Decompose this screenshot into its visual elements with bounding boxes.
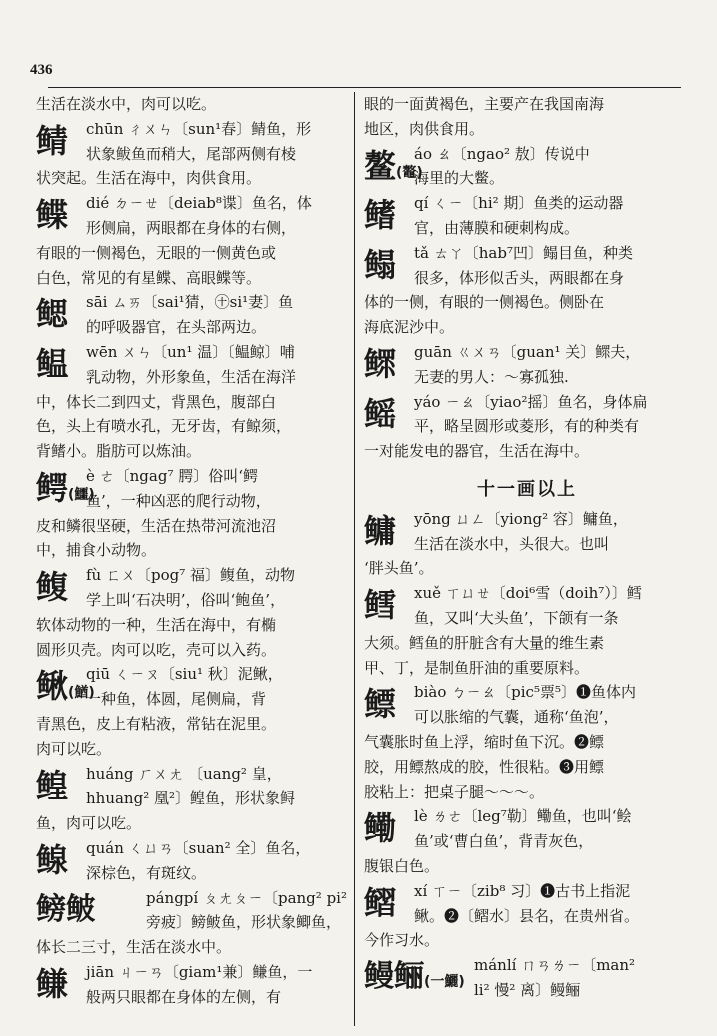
definition-line: 中，捕食小动物。 bbox=[36, 541, 157, 560]
dictionary-entry bbox=[364, 953, 690, 1003]
definition-line: 鱼，肉可以吃。 bbox=[36, 814, 142, 833]
dictionary-entry bbox=[364, 191, 690, 241]
definition-line: 色，头上有喷水孔，无牙齿，有鲸须， bbox=[36, 417, 292, 436]
headword bbox=[36, 766, 68, 806]
definition-line: 一对能发电的器官，生活在海中。 bbox=[364, 442, 590, 461]
headword bbox=[364, 344, 396, 384]
dictionary-entry bbox=[364, 241, 690, 340]
dictionary-entry bbox=[36, 563, 348, 662]
dictionary-entry bbox=[36, 464, 348, 563]
definition-line: 眼的一面黄褐色，主要产在我国南海 bbox=[364, 95, 605, 113]
definition-line: 可以胀缩的气囊，通称‘鱼泡’， bbox=[414, 708, 619, 727]
headword-char: 鳄 bbox=[36, 468, 69, 507]
headword-char: 鳌 bbox=[364, 146, 397, 185]
definition-line: 大须。鳕鱼的肝脏含有大量的维生素 bbox=[364, 633, 605, 652]
definition-line: xuě ㄒㄩㄝ〔doi⁶雪（doih⁷）〕鳕 bbox=[414, 584, 642, 603]
headword bbox=[36, 121, 68, 161]
definition-line: 无妻的男人：～寡孤独. bbox=[414, 367, 569, 386]
headword-char: 鳎 bbox=[364, 245, 397, 284]
definition-line: yōng ㄩㄥ〔yiong² 容〕鳙鱼， bbox=[414, 509, 628, 528]
definition-line: 海底泥沙中。 bbox=[364, 318, 455, 337]
headword-char: 鳇 bbox=[36, 766, 69, 805]
headword-char: 鳅 bbox=[36, 667, 69, 706]
definition-line: 鱼’，一种凶恶的爬行动物， bbox=[86, 491, 271, 510]
headword-char: 鳕 bbox=[364, 586, 397, 625]
right-column bbox=[364, 92, 690, 1003]
definition-line: 海里的大鳖。 bbox=[414, 169, 505, 188]
header-rule bbox=[48, 87, 681, 88]
headword bbox=[36, 890, 96, 930]
definition-line: è ㄜ〔ngag⁷ 腭〕俗叫‘鳄 bbox=[86, 466, 259, 485]
dictionary-entry bbox=[364, 142, 690, 192]
dictionary-entry bbox=[36, 762, 348, 836]
dictionary-entry bbox=[36, 340, 348, 464]
definition-line: 很多，体形似舌头，两眼都在身 bbox=[414, 268, 625, 287]
definition-line: wēn ㄨㄣ〔un¹ 温〕〔鳁鲸〕哺 bbox=[86, 342, 295, 361]
headword-char: 鳃 bbox=[36, 295, 69, 334]
headword bbox=[364, 957, 465, 1002]
definition-line: mánlí ㄇㄢㄌㄧ〔man² bbox=[474, 956, 636, 975]
headword bbox=[364, 883, 396, 923]
definition-line: 的呼吸器官，在头部两边。 bbox=[86, 318, 267, 337]
headword bbox=[364, 808, 396, 848]
definition-line: 气囊胀时鱼上浮，缩时鱼下沉。❷鳔 bbox=[364, 732, 605, 751]
headword bbox=[36, 344, 68, 384]
definition-line: 中，体长二到四丈，背黑色，腹部白 bbox=[36, 392, 277, 411]
headword-char: 鳍 bbox=[364, 196, 397, 235]
definition-line: 一种鱼，体圆，尾侧扁，背 bbox=[86, 690, 267, 709]
definition-line: 肉可以吃。 bbox=[36, 739, 112, 758]
headword bbox=[36, 195, 68, 235]
definition-line: qiū ㄑㄧㄡ〔siu¹ 秋〕泥鳅， bbox=[86, 665, 283, 684]
definition-line: 软体动物的一种，生活在海中，有椭 bbox=[36, 615, 277, 634]
headword-char: 鳗鲡 bbox=[364, 959, 424, 995]
dictionary-entry bbox=[36, 836, 348, 886]
definition-line: qí ㄑㄧ〔hi² 期〕鱼类的运动器 bbox=[414, 194, 624, 213]
headword bbox=[364, 511, 396, 551]
definition-line: quán ㄑㄩㄢ〔suan² 全〕鱼名， bbox=[86, 838, 311, 857]
definition-line: 有眼的一侧褐色，无眼的一侧黄色或 bbox=[36, 243, 277, 262]
definition-line: 鱼’或‘曹白鱼’，背青灰色， bbox=[414, 832, 594, 851]
headword-char: 鲽 bbox=[36, 196, 69, 235]
definition-line: li² 慢² 离〕鳗鲡 bbox=[474, 980, 581, 999]
entry-continuation bbox=[36, 92, 348, 117]
headword bbox=[364, 394, 396, 434]
headword-char: 鳑鲏 bbox=[36, 891, 96, 927]
definition-line: 平，略呈圆形或菱形，有的种类有 bbox=[414, 417, 640, 436]
definition-line: yáo ㄧㄠ〔yiao²摇〕鱼名，身体扁 bbox=[414, 392, 648, 411]
definition-line: 甲、丁，是制鱼肝油的重要原料。 bbox=[364, 658, 590, 677]
headword-variant: (鱷) bbox=[68, 486, 95, 503]
page-number: 436 bbox=[30, 62, 53, 78]
headword-char: 鳓 bbox=[364, 809, 397, 848]
dictionary-entry bbox=[36, 662, 348, 761]
definition-line: sāi ㄙㄞ〔sai¹猜，㊉si¹妻〕鱼 bbox=[86, 293, 294, 312]
definition-line: xí ㄒㄧ〔zib⁸ 习〕❶古书上指泥 bbox=[414, 881, 631, 900]
definition-line: 皮和鳞很坚硬，生活在热带河流池沼 bbox=[36, 516, 277, 535]
headword bbox=[36, 840, 68, 880]
definition-line: 腹银白色。 bbox=[364, 856, 440, 875]
definition-line: 学上叫‘石决明’，俗叫‘鲍鱼’， bbox=[86, 590, 286, 609]
dictionary-entry bbox=[364, 340, 690, 390]
headword-char: 鳙 bbox=[364, 511, 397, 550]
headword-char: 鳛 bbox=[364, 883, 397, 922]
definition-line: 体的一侧，有眼的一侧褐色。侧卧在 bbox=[364, 293, 605, 312]
definition-line: 乳动物，外形象鱼，生活在海洋 bbox=[86, 367, 297, 386]
dictionary-entry bbox=[36, 117, 348, 191]
headword-char: 鲭 bbox=[36, 121, 69, 160]
headword bbox=[36, 468, 95, 515]
column-divider bbox=[354, 92, 355, 1026]
definition-line: 旁疲〕鳑鲏鱼，形状象鲫鱼， bbox=[146, 913, 342, 932]
definition-line: pángpí ㄆㄤㄆㄧ〔pang² pi² bbox=[146, 888, 347, 907]
definition-line: jiān ㄐㄧㄢ〔giam¹兼〕鳒鱼，一 bbox=[86, 962, 313, 981]
definition-line: 形侧扁，两眼都在身体的右侧， bbox=[86, 218, 297, 237]
headword-char: 鳒 bbox=[36, 964, 69, 1003]
definition-line: tǎ ㄊㄚ〔hab⁷凹〕鳎目鱼，种类 bbox=[414, 243, 633, 262]
dictionary-entry bbox=[364, 804, 690, 878]
dictionary-entry bbox=[36, 960, 348, 1010]
headword-variant: (鼇) bbox=[396, 164, 423, 181]
definition-line: 胶粘上：把桌子腿～～～。 bbox=[364, 782, 545, 801]
definition-line: ‘胖头鱼’。 bbox=[364, 559, 434, 578]
definition-line: 生活在淡水中，头很大。也叫 bbox=[414, 534, 610, 553]
dictionary-entry bbox=[364, 507, 690, 581]
definition-line: 鱼，又叫‘大头鱼’，下颌有一条 bbox=[414, 608, 619, 627]
dictionary-entry bbox=[36, 290, 348, 340]
headword-char: 鳁 bbox=[36, 344, 69, 383]
headword bbox=[364, 684, 396, 724]
definition-line: hhuang² 凰²〕鳇鱼，形状象鲟 bbox=[86, 789, 295, 808]
left-column bbox=[36, 92, 348, 1009]
definition-line: lè ㄌㄜ〔leg⁷勒〕鳓鱼，也叫‘鲙 bbox=[414, 807, 632, 826]
headword bbox=[36, 964, 68, 1004]
definition-line: 生活在淡水中，肉可以吃。 bbox=[36, 95, 217, 113]
definition-line: biào ㄅㄧㄠ〔pic⁵票⁵〕❶鱼体内 bbox=[414, 683, 636, 702]
definition-line: 官，由薄膜和硬刺构成。 bbox=[414, 218, 580, 237]
headword bbox=[364, 585, 396, 625]
definition-line: huáng ㄏㄨㄤ 〔uang² 皇， bbox=[86, 764, 282, 783]
dictionary-entry bbox=[36, 886, 348, 960]
headword-variant: (鰌) bbox=[68, 685, 95, 702]
headword-char: 鳔 bbox=[364, 685, 397, 724]
definition-line: 胶，用鳔熬成的胶，性很粘。❸用鳔 bbox=[364, 757, 605, 776]
headword bbox=[364, 195, 396, 235]
definition-line: 今作习水。 bbox=[364, 931, 440, 950]
headword-char: 鳆 bbox=[36, 568, 69, 607]
definition-line: 地区，肉供食用。 bbox=[364, 119, 485, 138]
headword bbox=[364, 146, 423, 193]
dictionary-entry bbox=[364, 581, 690, 680]
definition-line: 体长二三寸，生活在淡水中。 bbox=[36, 938, 232, 957]
definition-line: fù ㄈㄨ〔pog⁷ 福〕鳆鱼，动物 bbox=[86, 566, 295, 585]
definition-line: 般两只眼都在身体的左侧，有 bbox=[86, 987, 282, 1006]
definition-line: 状象鲅鱼而稍大，尾部两侧有棱 bbox=[86, 144, 297, 163]
definition-line: dié ㄉㄧㄝ〔deiab⁸谍〕鱼名，体 bbox=[86, 194, 312, 213]
definition-line: áo ㄠ〔ngao² 敖〕传说中 bbox=[414, 144, 590, 163]
headword bbox=[36, 294, 68, 334]
headword bbox=[36, 666, 95, 713]
headword-char: 鳐 bbox=[364, 394, 397, 433]
definition-line: 青黑色，皮上有粘液，常钻在泥里。 bbox=[36, 714, 277, 733]
dictionary-entry bbox=[364, 680, 690, 804]
definition-line: guān ㄍㄨㄢ〔guan¹ 关〕鳏夫， bbox=[414, 342, 641, 361]
definition-line: 背鳍小。脂肪可以炼油。 bbox=[36, 442, 202, 461]
definition-line: 白色，常见的有星鲽、高眼鲽等。 bbox=[36, 268, 262, 287]
dictionary-entry bbox=[364, 390, 690, 464]
entry-continuation bbox=[364, 92, 690, 142]
dictionary-entry bbox=[36, 191, 348, 290]
headword-char: 鳏 bbox=[364, 344, 397, 383]
dictionary-entry bbox=[364, 879, 690, 953]
definition-line: 鳅。❷〔鳛水〕县名，在贵州省。 bbox=[414, 906, 640, 925]
headword bbox=[36, 567, 68, 607]
definition-line: chūn ㄔㄨㄣ〔sun¹春〕鲭鱼，形 bbox=[86, 119, 312, 138]
headword bbox=[364, 245, 396, 285]
definition-line: 圆形贝壳。肉可以吃，壳可以入药。 bbox=[36, 640, 277, 659]
headword-char: 鳈 bbox=[36, 840, 69, 879]
headword-variant: (一鱺) bbox=[424, 974, 465, 991]
definition-line: 深棕色，有斑纹。 bbox=[86, 863, 207, 882]
definition-line: 状突起。生活在海中，肉供食用。 bbox=[36, 169, 262, 188]
section-heading: 十一画以上 bbox=[477, 478, 577, 500]
